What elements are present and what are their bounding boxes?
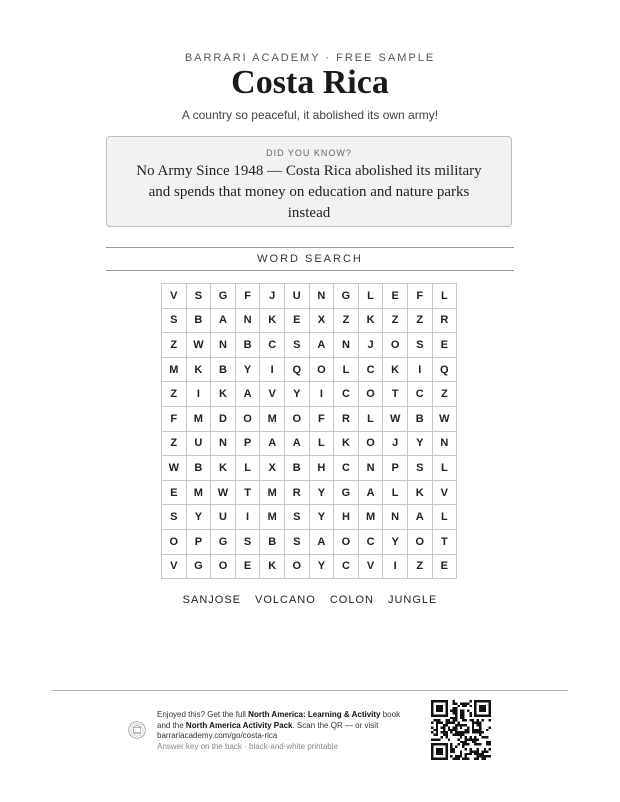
grid-cell[interactable]: L [432, 284, 457, 309]
footer-text [157, 710, 419, 752]
grid-row [162, 554, 457, 579]
grid-cell[interactable]: C [358, 357, 383, 382]
grid-cell[interactable]: R [432, 308, 457, 333]
grid-cell[interactable]: A [309, 529, 334, 554]
grid-cell[interactable]: V [260, 382, 285, 407]
grid-cell[interactable]: C [260, 333, 285, 358]
word-item: COLON [329, 594, 374, 606]
grid-cell[interactable]: R [284, 480, 309, 505]
grid-cell[interactable]: D [211, 406, 236, 431]
grid-cell[interactable]: K [407, 480, 432, 505]
grid-cell[interactable]: J [358, 333, 383, 358]
grid-cell[interactable]: S [284, 505, 309, 530]
grid-cell[interactable]: C [334, 554, 359, 579]
grid-cell[interactable]: E [235, 554, 260, 579]
grid-cell[interactable]: W [186, 333, 211, 358]
grid-cell[interactable]: C [334, 456, 359, 481]
word-search-grid [161, 283, 457, 579]
grid-cell[interactable]: N [211, 431, 236, 456]
grid-row [162, 505, 457, 530]
grid-cell[interactable]: B [284, 456, 309, 481]
word-item: SANJOSE [182, 594, 242, 606]
grid-cell[interactable]: L [309, 431, 334, 456]
grid-cell[interactable]: W [162, 456, 187, 481]
grid-cell[interactable]: B [186, 456, 211, 481]
grid-cell[interactable]: N [309, 284, 334, 309]
grid-cell[interactable]: F [235, 284, 260, 309]
grid-cell[interactable]: Y [309, 554, 334, 579]
grid-cell[interactable]: X [260, 456, 285, 481]
grid-cell[interactable]: E [383, 284, 408, 309]
grid-cell[interactable]: Y [186, 505, 211, 530]
grid-cell[interactable]: W [432, 406, 457, 431]
grid-cell[interactable]: L [383, 480, 408, 505]
grid-cell[interactable]: J [260, 284, 285, 309]
grid-cell[interactable]: A [309, 333, 334, 358]
grid-cell[interactable]: S [186, 284, 211, 309]
grid-cell[interactable]: K [211, 456, 236, 481]
footer-line-1: Enjoyed this? Get the full North America: Learning & Activity book [157, 710, 401, 719]
grid-cell[interactable]: S [162, 505, 187, 530]
grid-cell[interactable]: Z [162, 431, 187, 456]
grid-cell[interactable]: Z [383, 308, 408, 333]
page-subtitle: A country so peaceful, it abolished its own army! [181, 108, 439, 122]
section-rule-bottom [106, 270, 514, 271]
grid-cell[interactable]: G [186, 554, 211, 579]
grid-cell[interactable]: A [358, 480, 383, 505]
word-item: VOLCANO [255, 594, 316, 606]
grid-cell[interactable]: O [211, 554, 236, 579]
grid-cell[interactable]: V [432, 480, 457, 505]
grid-cell[interactable]: Y [383, 529, 408, 554]
grid-cell[interactable]: X [309, 308, 334, 333]
grid-cell[interactable]: F [407, 284, 432, 309]
grid-cell[interactable]: B [186, 308, 211, 333]
grid-cell[interactable]: K [211, 382, 236, 407]
grid-cell[interactable]: O [284, 406, 309, 431]
grid-cell[interactable]: U [284, 284, 309, 309]
grid-cell[interactable]: H [334, 505, 359, 530]
grid-cell[interactable]: Z [432, 382, 457, 407]
grid-cell[interactable]: G [334, 284, 359, 309]
grid-cell[interactable]: W [383, 406, 408, 431]
grid-cell[interactable]: J [383, 431, 408, 456]
grid-cell[interactable]: Z [162, 333, 187, 358]
footer-note: Answer key on the back · black-and-white printable [157, 741, 338, 751]
academy-seal-icon [128, 721, 146, 739]
footer-rule [52, 690, 568, 691]
grid-cell[interactable]: Q [284, 357, 309, 382]
grid-cell[interactable]: P [383, 456, 408, 481]
fact-label: DID YOU KNOW? [266, 148, 352, 158]
grid-cell[interactable]: O [334, 529, 359, 554]
grid-cell[interactable]: P [186, 529, 211, 554]
grid-cell[interactable]: I [260, 357, 285, 382]
grid-cell[interactable]: K [334, 431, 359, 456]
section-label: WORD SEARCH [257, 253, 363, 265]
grid-row [162, 406, 457, 431]
grid-cell[interactable]: I [383, 554, 408, 579]
grid-row [162, 480, 457, 505]
grid-row [162, 333, 457, 358]
grid-cell[interactable]: L [358, 284, 383, 309]
grid-cell[interactable]: L [334, 357, 359, 382]
grid-cell[interactable]: I [309, 382, 334, 407]
grid-cell[interactable]: O [358, 382, 383, 407]
grid-cell[interactable]: A [407, 505, 432, 530]
grid-cell[interactable]: M [162, 357, 187, 382]
grid-cell[interactable]: A [211, 308, 236, 333]
grid-cell[interactable]: Z [162, 382, 187, 407]
pack-title: North America Activity Pack [185, 720, 293, 730]
word-list [0, 594, 620, 606]
grid-row [162, 456, 457, 481]
grid-cell[interactable]: O [235, 406, 260, 431]
grid-cell[interactable]: T [383, 382, 408, 407]
grid-row [162, 529, 457, 554]
grid-cell[interactable]: L [358, 406, 383, 431]
grid-cell[interactable]: N [211, 333, 236, 358]
grid-cell[interactable]: E [432, 333, 457, 358]
grid-cell[interactable]: O [358, 431, 383, 456]
grid-cell[interactable]: S [284, 333, 309, 358]
grid-row [162, 431, 457, 456]
grid-cell[interactable]: L [432, 505, 457, 530]
grid-cell[interactable]: N [383, 505, 408, 530]
grid-cell[interactable]: C [407, 382, 432, 407]
grid-cell[interactable]: Y [407, 431, 432, 456]
grid-row [162, 308, 457, 333]
grid-cell[interactable]: Y [284, 382, 309, 407]
grid-cell[interactable]: G [211, 284, 236, 309]
fact-box [106, 136, 512, 227]
book-title: North America: Learning & Activity [248, 710, 381, 719]
grid-cell[interactable]: G [211, 529, 236, 554]
grid-cell[interactable]: P [235, 431, 260, 456]
grid-cell[interactable]: R [334, 406, 359, 431]
grid-cell[interactable]: Q [432, 357, 457, 382]
grid-cell[interactable]: N [358, 456, 383, 481]
grid-cell[interactable]: A [235, 382, 260, 407]
grid-cell[interactable]: U [211, 505, 236, 530]
word-item: JUNGLE [387, 594, 438, 606]
grid-cell[interactable]: Z [334, 308, 359, 333]
grid-cell[interactable]: E [162, 480, 187, 505]
grid-cell[interactable]: V [358, 554, 383, 579]
grid-cell[interactable]: M [260, 505, 285, 530]
grid-cell[interactable]: S [284, 529, 309, 554]
grid-cell[interactable]: O [309, 357, 334, 382]
grid-cell[interactable]: I [407, 357, 432, 382]
fact-text: No Army Since 1948 — Costa Rica abolished its military and spends that money on education and nature parks instead [136, 163, 482, 221]
grid-cell[interactable]: K [260, 554, 285, 579]
grid-cell[interactable]: I [186, 382, 211, 407]
grid-cell[interactable]: C [334, 382, 359, 407]
grid-cell[interactable]: K [186, 357, 211, 382]
grid-cell[interactable]: M [260, 480, 285, 505]
grid-cell[interactable]: O [284, 554, 309, 579]
grid-row [162, 382, 457, 407]
grid-cell[interactable]: B [211, 357, 236, 382]
grid-cell[interactable]: B [260, 529, 285, 554]
grid-cell[interactable]: M [186, 406, 211, 431]
grid-cell[interactable]: H [309, 456, 334, 481]
section-rule-top [106, 247, 514, 248]
grid-cell[interactable]: M [260, 406, 285, 431]
grid-cell[interactable]: E [284, 308, 309, 333]
grid-row [162, 357, 457, 382]
grid-cell[interactable]: Z [407, 554, 432, 579]
grid-cell[interactable]: N [334, 333, 359, 358]
grid-cell[interactable]: B [407, 406, 432, 431]
grid-cell[interactable]: E [432, 554, 457, 579]
footer-url[interactable]: barrariacademy.com/go/costa-rica [157, 731, 278, 740]
grid-cell[interactable]: Z [407, 308, 432, 333]
grid-cell[interactable]: S [235, 529, 260, 554]
qr-code-icon[interactable] [431, 700, 491, 760]
grid-cell[interactable]: Y [309, 480, 334, 505]
grid-cell[interactable]: M [186, 480, 211, 505]
grid-cell[interactable]: W [211, 480, 236, 505]
grid-cell[interactable]: L [432, 456, 457, 481]
grid-cell[interactable]: T [432, 529, 457, 554]
grid-cell[interactable]: O [407, 529, 432, 554]
grid-cell[interactable]: F [309, 406, 334, 431]
grid-cell[interactable]: A [284, 431, 309, 456]
grid-cell[interactable]: I [235, 505, 260, 530]
grid-cell[interactable]: N [235, 308, 260, 333]
grid-cell[interactable]: S [162, 308, 187, 333]
grid-row [162, 284, 457, 309]
grid-cell[interactable]: Y [309, 505, 334, 530]
grid-cell[interactable]: T [235, 480, 260, 505]
eyebrow-label: BARRARI ACADEMY · FREE SAMPLE [184, 52, 436, 64]
page-title: Costa Rica [231, 64, 389, 101]
grid-cell[interactable]: V [162, 554, 187, 579]
grid-cell[interactable]: K [358, 308, 383, 333]
grid-cell[interactable]: K [383, 357, 408, 382]
grid-cell[interactable]: K [260, 308, 285, 333]
grid-cell[interactable]: V [162, 284, 187, 309]
grid-cell[interactable]: F [162, 406, 187, 431]
grid-cell[interactable]: O [383, 333, 408, 358]
footer-line-2: and the North America Activity Pack. Scan the QR — or visit [157, 720, 379, 730]
grid-cell[interactable]: B [235, 333, 260, 358]
grid-cell[interactable]: L [235, 456, 260, 481]
grid-cell[interactable]: O [162, 529, 187, 554]
grid-cell[interactable]: C [358, 529, 383, 554]
grid-cell[interactable]: M [358, 505, 383, 530]
grid-cell[interactable]: N [432, 431, 457, 456]
grid-cell[interactable]: S [407, 333, 432, 358]
grid-cell[interactable]: A [260, 431, 285, 456]
grid-cell[interactable]: S [407, 456, 432, 481]
grid-cell[interactable]: G [334, 480, 359, 505]
grid-cell[interactable]: U [186, 431, 211, 456]
grid-cell[interactable]: Y [235, 357, 260, 382]
